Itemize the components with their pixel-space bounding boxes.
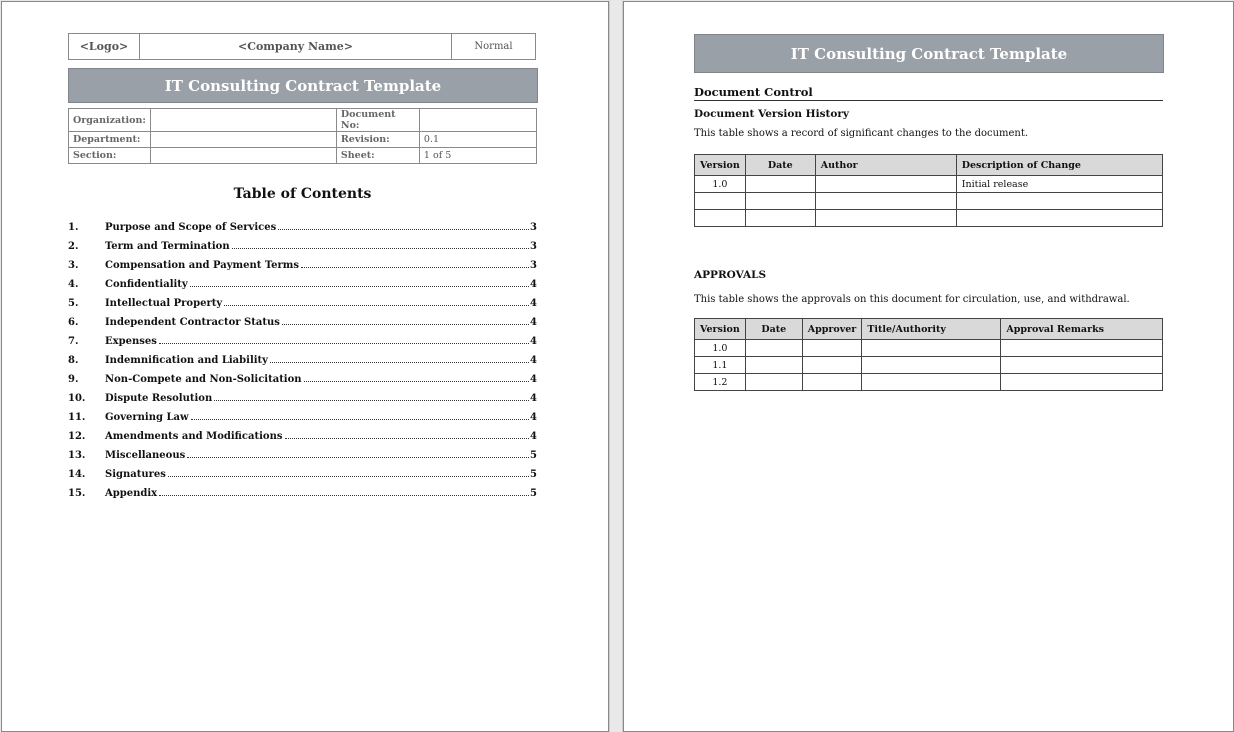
approval-remarks-cell[interactable] <box>1001 340 1163 357</box>
toc-leader-dots <box>304 381 529 382</box>
toc-item[interactable] <box>68 461 537 480</box>
toc-item-page: 4 <box>530 279 537 290</box>
company-name-placeholder: <Company Name> <box>140 34 452 59</box>
toc-item-page: 4 <box>530 336 537 347</box>
info-label: Sheet: <box>336 148 419 164</box>
toc-item-number: 9. <box>68 374 79 385</box>
toc-title: Table of Contents <box>233 186 372 202</box>
info-label: Organization: <box>69 109 151 132</box>
author-cell[interactable] <box>815 210 956 227</box>
toc-leader-dots <box>224 305 529 306</box>
toc-item-page: 5 <box>530 450 537 461</box>
logo-placeholder: <Logo> <box>69 34 140 59</box>
toc-item-label: Signatures <box>105 469 166 480</box>
approver-cell[interactable] <box>802 374 862 391</box>
table-row <box>69 148 537 164</box>
toc-item-page: 3 <box>530 222 537 233</box>
title-authority-cell[interactable] <box>862 340 1001 357</box>
column-header: Version <box>695 319 746 340</box>
toc-item-page: 4 <box>530 298 537 309</box>
toc-leader-dots <box>282 324 529 325</box>
info-value[interactable] <box>150 109 336 132</box>
toc-item-label: Intellectual Property <box>105 298 223 309</box>
description-cell[interactable]: Initial release <box>956 176 1162 193</box>
info-value[interactable] <box>150 132 336 148</box>
toc-item[interactable] <box>68 252 537 271</box>
description-cell[interactable] <box>956 193 1162 210</box>
author-cell[interactable] <box>815 176 956 193</box>
table-row <box>69 109 537 132</box>
toc-item-label: Indemnification and Liability <box>105 355 268 366</box>
column-header: Author <box>815 155 956 176</box>
header-table <box>68 33 536 60</box>
toc-item-label: Appendix <box>105 488 158 499</box>
toc-item[interactable] <box>68 480 537 499</box>
date-cell[interactable] <box>745 357 802 374</box>
toc-item-number: 3. <box>68 260 79 271</box>
toc-item[interactable] <box>68 404 537 423</box>
info-label: Document No: <box>336 109 419 132</box>
info-value[interactable] <box>419 109 536 132</box>
toc-item[interactable] <box>68 385 537 404</box>
toc-leader-dots <box>270 362 529 363</box>
toc-list <box>68 214 537 499</box>
toc-item-page: 5 <box>530 488 537 499</box>
info-label: Department: <box>69 132 151 148</box>
table-header-row <box>695 319 1163 340</box>
column-header: Description of Change <box>956 155 1162 176</box>
version-cell[interactable]: 1.0 <box>695 176 746 193</box>
toc-item-number: 10. <box>68 393 86 404</box>
toc-item-number: 2. <box>68 241 79 252</box>
toc-item-page: 3 <box>530 241 537 252</box>
toc-leader-dots <box>159 343 529 344</box>
toc-item-number: 15. <box>68 488 86 499</box>
toc-item-label: Compensation and Payment Terms <box>105 260 299 271</box>
date-cell[interactable] <box>745 340 802 357</box>
column-header: Date <box>745 319 802 340</box>
toc-item-page: 4 <box>530 412 537 423</box>
toc-item-number: 8. <box>68 355 79 366</box>
document-title-bar: IT Consulting Contract Template <box>68 68 538 103</box>
title-authority-cell[interactable] <box>862 357 1001 374</box>
toc-item-number: 4. <box>68 279 79 290</box>
document-control-heading: Document Control <box>694 85 813 99</box>
style-label: Normal <box>474 41 513 52</box>
toc-item-number: 13. <box>68 450 86 461</box>
toc-leader-dots <box>301 267 529 268</box>
table-row <box>695 340 1163 357</box>
toc-item-label: Non-Compete and Non-Solicitation <box>105 374 302 385</box>
version-cell[interactable]: 1.2 <box>695 374 746 391</box>
title-authority-cell[interactable] <box>862 374 1001 391</box>
approvals-heading: APPROVALS <box>694 269 767 281</box>
table-row <box>695 357 1163 374</box>
table-header-row <box>695 155 1163 176</box>
toc-item-label: Amendments and Modifications <box>105 431 283 442</box>
approval-remarks-cell[interactable] <box>1001 357 1163 374</box>
document-title-bar: IT Consulting Contract Template <box>694 34 1164 73</box>
table-row <box>695 210 1163 227</box>
toc-leader-dots <box>285 438 530 439</box>
version-cell[interactable] <box>695 210 746 227</box>
date-cell[interactable] <box>745 374 802 391</box>
toc-item-label: Expenses <box>105 336 157 347</box>
version-cell[interactable]: 1.1 <box>695 357 746 374</box>
date-cell[interactable] <box>745 176 815 193</box>
toc-item[interactable] <box>68 271 537 290</box>
toc-item-page: 4 <box>530 374 537 385</box>
toc-item[interactable] <box>68 214 537 233</box>
info-table <box>68 108 537 164</box>
approvals-table <box>694 318 1163 391</box>
info-label: Section: <box>69 148 151 164</box>
toc-item-number: 7. <box>68 336 79 347</box>
toc-leader-dots <box>278 229 529 230</box>
toc-item[interactable] <box>68 233 537 252</box>
approver-cell[interactable] <box>802 340 862 357</box>
toc-item[interactable] <box>68 423 537 442</box>
info-label: Revision: <box>336 132 419 148</box>
toc-item-label: Miscellaneous <box>105 450 186 461</box>
toc-leader-dots <box>191 419 529 420</box>
column-header: Approver <box>802 319 862 340</box>
toc-item-number: 14. <box>68 469 86 480</box>
toc-item[interactable] <box>68 328 537 347</box>
toc-item-label: Term and Termination <box>105 241 230 252</box>
toc-item-page: 5 <box>530 469 537 480</box>
version-history-subheading: Document Version History <box>694 108 849 120</box>
toc-item[interactable] <box>68 290 537 309</box>
date-cell[interactable] <box>745 193 815 210</box>
heading-rule <box>694 100 1163 101</box>
toc-item-label: Governing Law <box>105 412 189 423</box>
toc-leader-dots <box>168 476 529 477</box>
toc-item-page: 4 <box>530 355 537 366</box>
info-value[interactable]: 0.1 <box>419 132 536 148</box>
approval-remarks-cell[interactable] <box>1001 374 1163 391</box>
toc-item-label: Independent Contractor Status <box>105 317 280 328</box>
version-history-description: This table shows a record of significant changes to the document. <box>694 128 1029 139</box>
info-value[interactable]: 1 of 5 <box>419 148 536 164</box>
toc-item[interactable] <box>68 366 537 385</box>
toc-item-page: 3 <box>530 260 537 271</box>
column-header: Approval Remarks <box>1001 319 1163 340</box>
toc-item-number: 11. <box>68 412 86 423</box>
toc-leader-dots <box>232 248 529 249</box>
table-row <box>69 132 537 148</box>
table-row <box>695 374 1163 391</box>
toc-item-label: Purpose and Scope of Services <box>105 222 277 233</box>
page-divider <box>609 0 623 732</box>
toc-leader-dots <box>190 286 529 287</box>
approver-cell[interactable] <box>802 357 862 374</box>
toc-item-number: 6. <box>68 317 79 328</box>
toc-item-page: 4 <box>530 317 537 328</box>
toc-leader-dots <box>159 495 529 496</box>
table-row <box>695 176 1163 193</box>
toc-item-page: 4 <box>530 393 537 404</box>
toc-leader-dots <box>214 400 529 401</box>
toc-item-number: 1. <box>68 222 79 233</box>
version-history-table <box>694 154 1163 227</box>
toc-leader-dots <box>187 457 529 458</box>
approvals-description: This table shows the approvals on this document for circulation, use, and withdrawal. <box>694 294 1130 305</box>
table-row <box>695 193 1163 210</box>
toc-item-page: 4 <box>530 431 537 442</box>
info-value[interactable] <box>150 148 336 164</box>
column-header: Title/Authority <box>862 319 1001 340</box>
toc-item-label: Confidentiality <box>105 279 188 290</box>
toc-item[interactable] <box>68 347 537 366</box>
date-cell[interactable] <box>745 210 815 227</box>
version-cell[interactable] <box>695 193 746 210</box>
toc-item-label: Dispute Resolution <box>105 393 213 404</box>
version-cell[interactable]: 1.0 <box>695 340 746 357</box>
column-header: Version <box>695 155 746 176</box>
toc-item[interactable] <box>68 442 537 461</box>
author-cell[interactable] <box>815 193 956 210</box>
toc-item-number: 12. <box>68 431 86 442</box>
column-header: Date <box>745 155 815 176</box>
toc-item[interactable] <box>68 309 537 328</box>
toc-item-number: 5. <box>68 298 79 309</box>
description-cell[interactable] <box>956 210 1162 227</box>
